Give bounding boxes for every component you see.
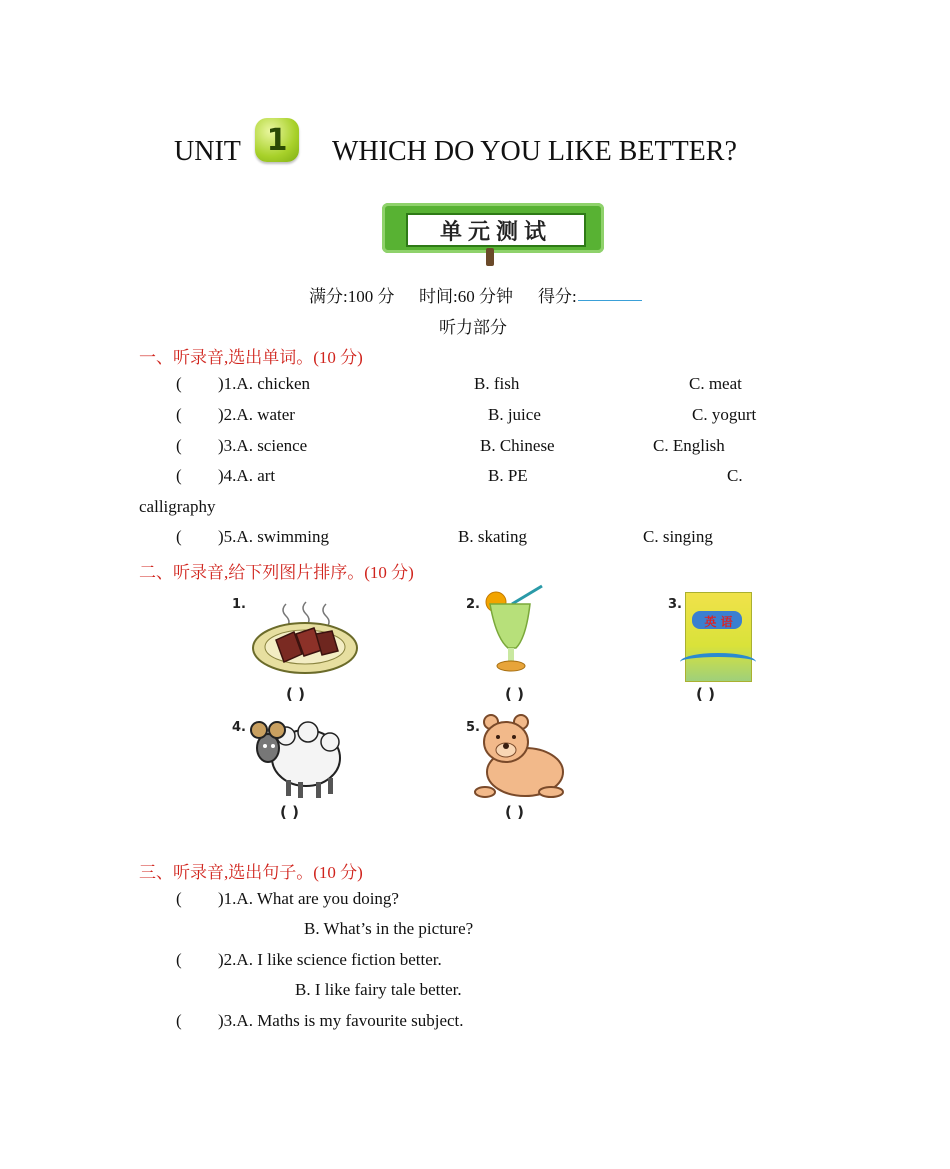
answer-paren[interactable]: ( — [176, 950, 182, 969]
option-b: B. Chinese — [480, 436, 555, 455]
picture-number: 1. — [232, 597, 246, 612]
section3-heading: 三、听录音,选出句子。(10 分) — [139, 863, 363, 882]
page-title: WHICH DO YOU LIKE BETTER? — [332, 136, 737, 167]
sentence-a: )1.A. What are you doing? — [218, 889, 399, 908]
juice-glass-icon — [482, 582, 548, 678]
option-c: C. yogurt — [692, 405, 757, 424]
picture-number: 2. — [466, 597, 480, 612]
section1-heading: 一、听录音,选出单词。(10 分) — [139, 348, 363, 367]
answer-paren[interactable]: ( — [176, 466, 182, 485]
score-field[interactable] — [578, 284, 642, 306]
title-unit: UNIT — [174, 136, 241, 167]
listening-part-label: 听力部分 — [439, 318, 507, 337]
picture-answer-paren[interactable]: ( ) — [505, 803, 524, 821]
answer-paren[interactable]: ( — [176, 527, 182, 546]
english-book-icon — [685, 592, 752, 682]
picture-number: 4. — [232, 720, 246, 735]
picture-answer-paren[interactable]: ( ) — [280, 803, 299, 821]
meat-plate-icon — [248, 600, 363, 680]
banner-post — [486, 248, 494, 266]
picture-answer-paren[interactable]: ( ) — [286, 685, 305, 703]
book-title: 英 语 — [704, 615, 733, 629]
time-limit: 时间:60 分钟 — [419, 287, 513, 306]
answer-paren[interactable]: ( — [176, 889, 182, 908]
unit-number-badge — [255, 118, 299, 162]
answer-paren[interactable]: ( — [176, 436, 182, 455]
option-b: B. fish — [474, 374, 520, 393]
option-b: B. PE — [488, 466, 528, 485]
answer-paren[interactable]: ( — [176, 1011, 182, 1030]
sentence-b: B. I like fairy tale better. — [295, 980, 462, 999]
option-a: )1.A. chicken — [218, 374, 311, 393]
score-label: 得分: — [538, 287, 577, 306]
picture-answer-paren[interactable]: ( ) — [505, 685, 524, 703]
sentence-b: B. What’s in the picture? — [304, 919, 474, 938]
picture-number: 3. — [668, 597, 682, 612]
option-a: )5.A. swimming — [218, 527, 329, 546]
picture-answer-paren[interactable]: ( ) — [696, 685, 715, 703]
option-a: )2.A. water — [218, 405, 295, 424]
sheep-icon — [246, 712, 346, 802]
option-a: )3.A. science — [218, 436, 308, 455]
section2-heading: 二、听录音,给下列图片排序。(10 分) — [139, 563, 414, 582]
option-b: B. juice — [488, 405, 541, 424]
sentence-a: )3.A. Maths is my favourite subject. — [218, 1011, 464, 1030]
bear-icon — [473, 712, 571, 800]
unit-number: 1 — [266, 122, 288, 158]
option-c: C. singing — [643, 527, 713, 546]
option-c: C. — [727, 466, 743, 485]
option-b: B. skating — [458, 527, 527, 546]
option-c-wrap: calligraphy — [139, 497, 216, 516]
sentence-a: )2.A. I like science fiction better. — [218, 950, 442, 969]
option-a: )4.A. art — [218, 466, 276, 485]
full-score: 满分:100 分 — [309, 287, 395, 306]
unit-test-banner — [382, 203, 604, 253]
answer-paren[interactable]: ( — [176, 374, 182, 393]
option-c: C. English — [653, 436, 725, 455]
option-c: C. meat — [689, 374, 742, 393]
picture-number: 5. — [466, 720, 480, 735]
unit-test-label: 单元测试 — [406, 213, 586, 247]
answer-paren[interactable]: ( — [176, 405, 182, 424]
